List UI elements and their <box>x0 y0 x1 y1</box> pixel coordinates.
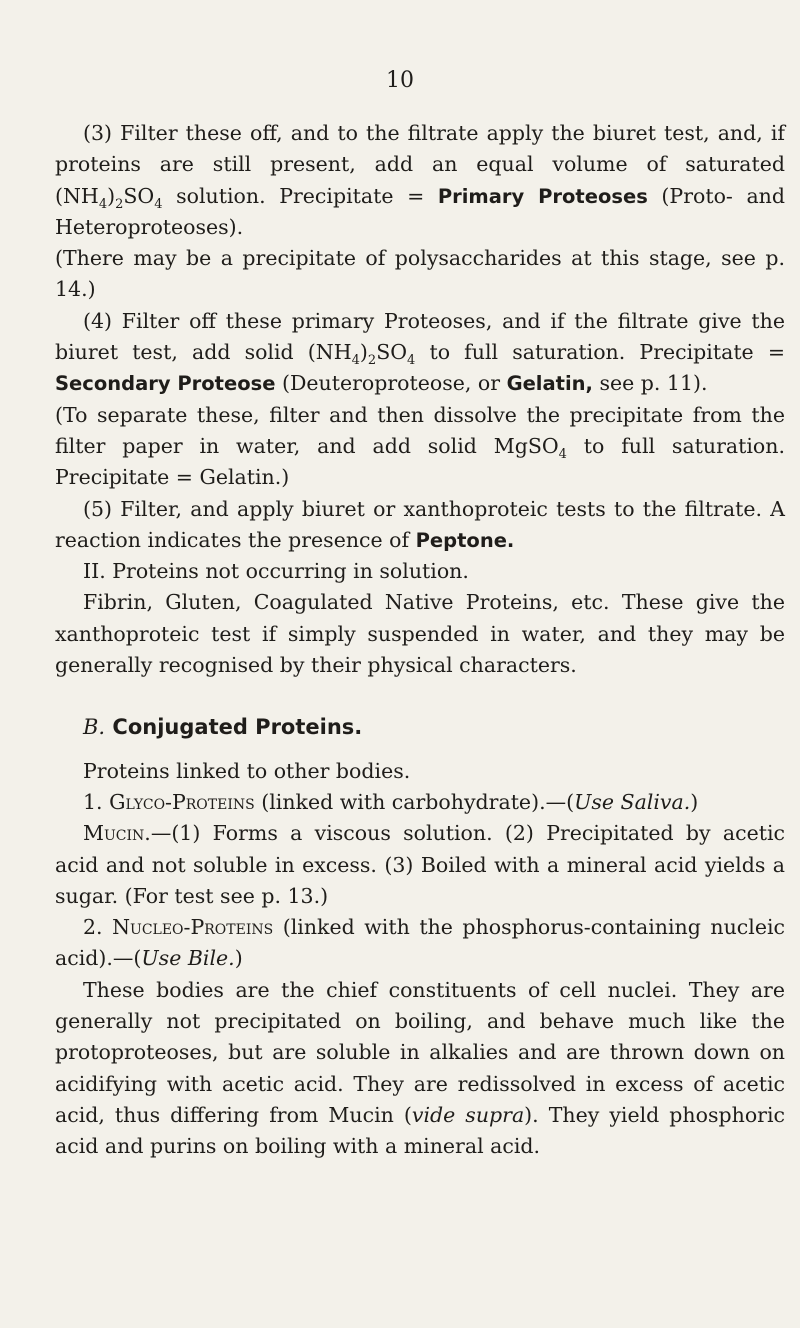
term-primary-proteoses: Primary Proteoses <box>437 184 648 208</box>
note-separate-gelatin: (To separate these, filter and then dissolve the precipitate from the filter paper in water, and add solid MgSO$_4$ to full saturation. Precipitate = Gelatin.) <box>55 402 785 490</box>
paragraph-step-4: (4) Filter off these primary Proteoses, and if the filtrate give the biuret test, add solid $(NH_4)_2SO_4$ to full saturation. Precipitate = Secondary Proteose (Deuteroproteose, or Gelatin, see p. 11). <box>55 308 786 396</box>
term-gelatin: Gelatin, <box>506 372 593 396</box>
section-ii-body: Fibrin, Gluten, Coagulated Native Proteins, etc. These give the xanthoproteic test if simply suspended in water, and they may be generally recognised by their physical characters. <box>55 590 785 678</box>
page-number: 10 <box>386 68 414 93</box>
page-body <box>55 118 785 1163</box>
section-b-intro: Proteins linked to other bodies. <box>83 758 411 783</box>
paragraph-step-3: (3) Filter these off, and to the filtrate apply the biuret test, and, if proteins are still present, add an equal volume of saturated $(NH_4)_2SO_4$ solution. Precipitate = Primary Proteoses (Proto- and Heteroproteoses). <box>55 121 785 239</box>
item-glyco-proteins: 1. Glyco-Proteins (linked with carbohydrate).—(Use Saliva.) <box>83 789 699 814</box>
section-ii-title: II. Proteins not occurring in solution. <box>83 559 469 584</box>
paragraph-nucleo-body: These bodies are the chief constituents of cell nuclei. They are generally not precipitated on boiling, and behave much like the protoproteoses, but are soluble in alkalies and are thrown down on acidifying with acetic acid. They are redissolved in excess of acetic acid, thus differing from Mucin (vide supra). They yield phosphoric acid and purins on boiling with a mineral acid. <box>55 977 786 1159</box>
item-nucleo-proteins: 2. Nucleo-Proteins (linked with the phosphorus-containing nucleic acid).—(Use Bile.) <box>55 915 785 971</box>
term-peptone: Peptone. <box>415 528 515 552</box>
paragraph-step-5: (5) Filter, and apply biuret or xanthoproteic tests to the filtrate. A reaction indicates the presence of Peptone. <box>55 496 785 552</box>
note-polysaccharides: (There may be a precipitate of polysaccharides at this stage, see p. 14.) <box>55 246 785 302</box>
term-secondary-proteose: Secondary Proteose <box>55 372 276 396</box>
section-b-heading: B. Conjugated Proteins. <box>83 715 363 740</box>
paragraph-mucin: Mucin.—(1) Forms a viscous solution. (2) Precipitated by acetic acid and not soluble in excess. (3) Boiled with a mineral acid yields a sugar. (For test see p. 13.) <box>55 821 785 908</box>
